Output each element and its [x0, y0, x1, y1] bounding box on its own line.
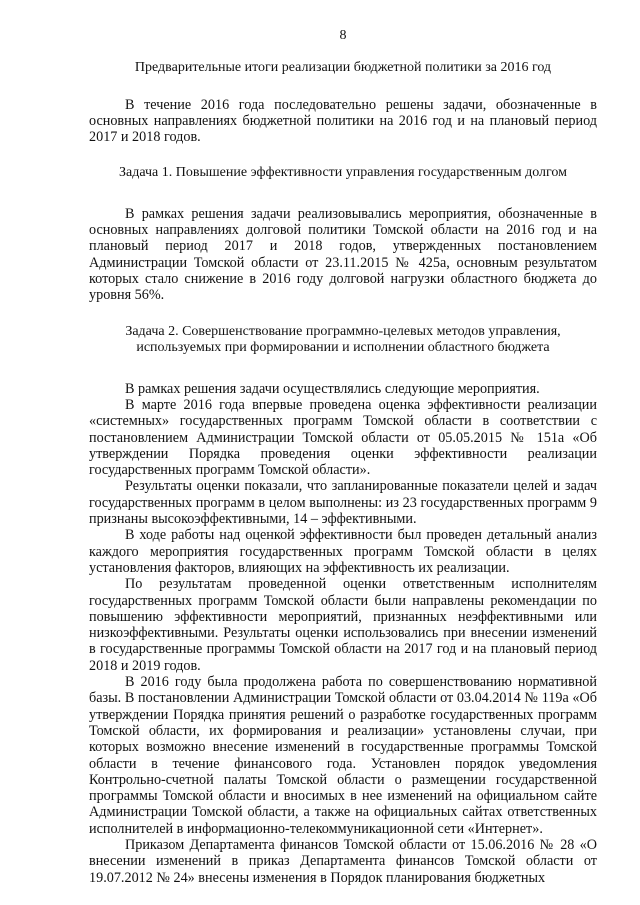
- intro-paragraph: В течение 2016 года последовательно решены задачи, обозначенные в основных направлениях бюджетной политики на 2016 год и на плановый период 2017 и 2018 годов.: [89, 96, 597, 146]
- task2-paragraph: В марте 2016 года впервые проведена оценка эффективности реализации «системных» государственных программ Томской области в соответствии с постановлением Администрации Томской области от 05.05.2015 № 151а «Об утверждении Порядка проведения оценки эффективности реализации государственных программ Томской области».: [89, 396, 597, 479]
- task2-paragraph: В 2016 году была продолжена работа по совершенствованию нормативной базы. В постановлении Администрации Томской области от 03.04.2014 № 119а «Об утверждении Порядка принятия решений о разработке государственных программ Томской области, их формирования и реализации» установлены случаи, при которых возможно внесение изменений в государственные программы Томской области в течение финансового года. Установлен порядок уведомления Контрольно-счетной палаты Томской области о размещении государственной программы Томской области и вносимых в нее изменений на официальном сайте Администрации Томской области, а также на официальных сайтах ответственных исполнителей в информационно-телекоммуникационной сети «Интернет».: [89, 674, 597, 837]
- task2-heading-line1: Задача 2. Совершенствование программно-целевых методов управления,: [125, 323, 561, 339]
- task1-paragraph: В рамках решения задачи реализовывались мероприятия, обозначенные в основных направлениях долговой политики Томской области на 2016 год и на плановый период 2017 и 2018 годов, утвержденных постановлением Администрации Томской области от 23.11.2015 № 425а, основным результатом которых стало снижение в 2016 году долговой нагрузки областного бюджета до уровня 56%.: [89, 205, 597, 304]
- task2-paragraph: По результатам проведенной оценки ответственным исполнителям государственных программ Томской области были направлены рекомендации по повышению эффективности мероприятий, признанных неэффективными или низкоэффективными. Результаты оценки использовались при внесении изменений в государственные программы Томской области на 2017 год и на плановый период 2018 и 2019 годов.: [89, 576, 597, 674]
- task2-paragraph: Результаты оценки показали, что запланированные показатели целей и задач государственных программ в целом выполнены: из 23 государственных программ 9 признаны высокоэффективными, 14 – эффективными.: [89, 478, 597, 528]
- task2-paragraph: В рамках решения задачи осуществлялись следующие мероприятия.: [125, 380, 540, 397]
- task2-paragraph: В ходе работы над оценкой эффективности был проведен детальный анализ каждого мероприятия государственных программ Томской области в целях установления факторов, влияющих на эффективность их реализации.: [89, 527, 597, 576]
- task1-heading: Задача 1. Повышение эффективности управления государственным долгом: [119, 165, 567, 181]
- task2-heading-line2: используемых при формировании и исполнении областного бюджета: [136, 340, 550, 356]
- document-page: [89, 28, 597, 886]
- task2-paragraph: Приказом Департамента финансов Томской области от 15.06.2016 № 28 «О внесении изменений в приказ Департамента финансов Томской области от 19.07.2012 № 24» внесены изменения в Порядок планирования бюджетных: [89, 836, 597, 886]
- page-number: 8: [339, 28, 347, 43]
- document-title: Предварительные итоги реализации бюджетной политики за 2016 год: [134, 60, 552, 75]
